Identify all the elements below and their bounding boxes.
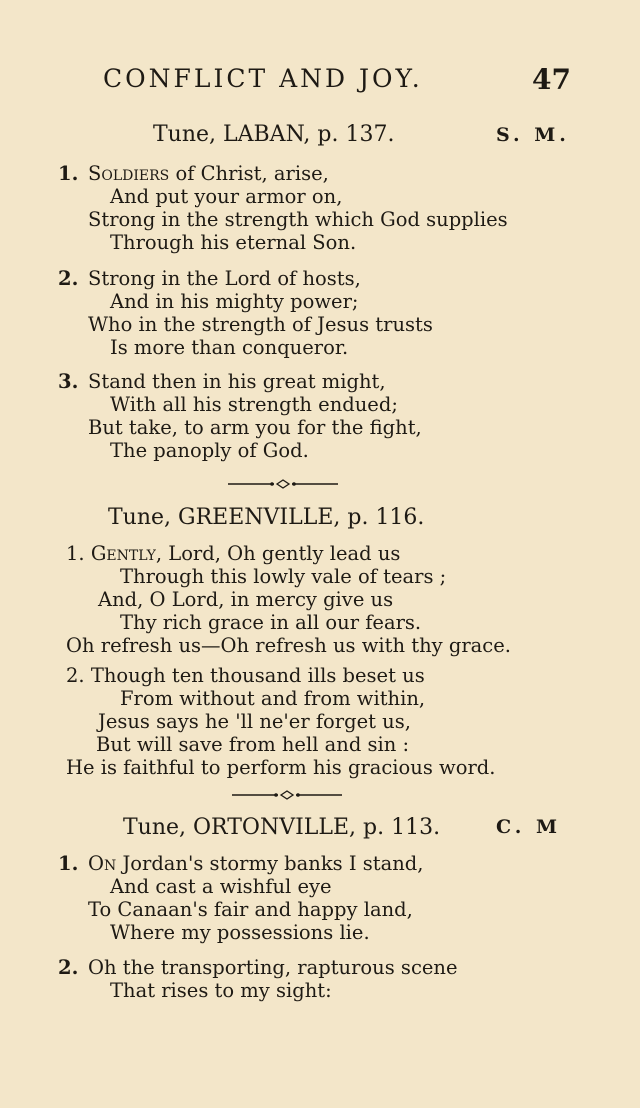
hymn2-tune-heading: Tune, GREENVILLE, p. 116. bbox=[108, 505, 425, 530]
verse-number: 2. bbox=[66, 664, 85, 687]
hymn3-verse1-line1 bbox=[88, 852, 423, 875]
verse-number: 1. bbox=[66, 542, 85, 565]
section-divider-ornament bbox=[232, 787, 342, 803]
hymn1-verse2-line4: Is more than conqueror. bbox=[110, 336, 349, 359]
hymn1-verse2-line1: Strong in the Lord of hosts, bbox=[88, 267, 361, 290]
hymn3-verse2-number: 2. bbox=[58, 956, 79, 979]
hymn1-verse3-line3: But take, to arm you for the fight, bbox=[88, 416, 422, 439]
hymn1-verse2-number: 2. bbox=[58, 267, 79, 290]
verse-line-text: Jordan's stormy banks I stand, bbox=[116, 852, 424, 875]
hymn3-verse1-line4: Where my possessions lie. bbox=[110, 921, 370, 944]
hymn3-verse1-line3: To Canaan's fair and happy land, bbox=[88, 898, 413, 921]
hymn1-verse1-line1 bbox=[88, 162, 329, 185]
verse-line-text: Though ten thousand ills beset us bbox=[90, 664, 425, 687]
hymn1-meter: S. M. bbox=[496, 124, 570, 146]
hymn3-tune-heading: Tune, ORTONVILLE, p. 113. bbox=[123, 815, 441, 840]
hymn3-verse1-number: 1. bbox=[58, 852, 79, 875]
hymn1-verse3-line2: With all his strength endued; bbox=[110, 393, 398, 416]
hymn2-verse1-line4: Thy rich grace in all our fears. bbox=[120, 611, 422, 634]
hymn2-verse2-line4: But will save from hell and sin : bbox=[96, 733, 410, 756]
hymn2-verse2-line5: He is faithful to perform his gracious word. bbox=[66, 756, 496, 779]
verse-line-text: of Christ, arise, bbox=[169, 162, 329, 185]
running-title: CONFLICT AND JOY. bbox=[103, 64, 423, 93]
hymn3-meter: C. M bbox=[496, 816, 562, 838]
hymn1-verse2-line3: Who in the strength of Jesus trusts bbox=[88, 313, 433, 336]
hymn1-verse2-line2: And in his mighty power; bbox=[110, 290, 359, 313]
verse-incipit: Soldiers bbox=[88, 162, 170, 185]
hymn3-verse1-line2: And cast a wishful eye bbox=[110, 875, 332, 898]
hymn1-verse1-line4: Through his eternal Son. bbox=[110, 231, 357, 254]
hymn3-verse2-line2: That rises to my sight: bbox=[110, 979, 332, 1002]
hymn1-verse1-number: 1. bbox=[58, 162, 79, 185]
hymn1-verse3-line1: Stand then in his great might, bbox=[88, 370, 386, 393]
hymn3-verse2-line1: Oh the transporting, rapturous scene bbox=[88, 956, 458, 979]
hymn2-verse2-line1 bbox=[66, 664, 425, 687]
verse-line-text: , Lord, Oh gently lead us bbox=[155, 542, 401, 565]
hymn2-verse1-line3: And, O Lord, in mercy give us bbox=[98, 588, 394, 611]
hymn1-tune-heading: Tune, LABAN, p. 137. bbox=[153, 122, 395, 147]
verse-incipit: On bbox=[88, 852, 117, 875]
hymn2-verse1-line1 bbox=[66, 542, 400, 565]
hymn2-verse2-line3: Jesus says he 'll ne'er forget us, bbox=[98, 710, 411, 733]
hymn1-verse3-number: 3. bbox=[58, 370, 79, 393]
page-number: 47 bbox=[532, 63, 571, 96]
section-divider-ornament bbox=[228, 476, 338, 492]
hymn2-verse1-line2: Through this lowly vale of tears ; bbox=[120, 565, 447, 588]
verse-incipit: Gently bbox=[90, 542, 156, 565]
hymn1-verse3-line4: The panoply of God. bbox=[110, 439, 309, 462]
hymn2-verse2-line2: From without and from within, bbox=[120, 687, 426, 710]
hymn2-verse1-line5: Oh refresh us—Oh refresh us with thy grace. bbox=[66, 634, 511, 657]
hymn1-verse1-line3: Strong in the strength which God supplies bbox=[88, 208, 508, 231]
hymn1-verse1-line2: And put your armor on, bbox=[110, 185, 343, 208]
